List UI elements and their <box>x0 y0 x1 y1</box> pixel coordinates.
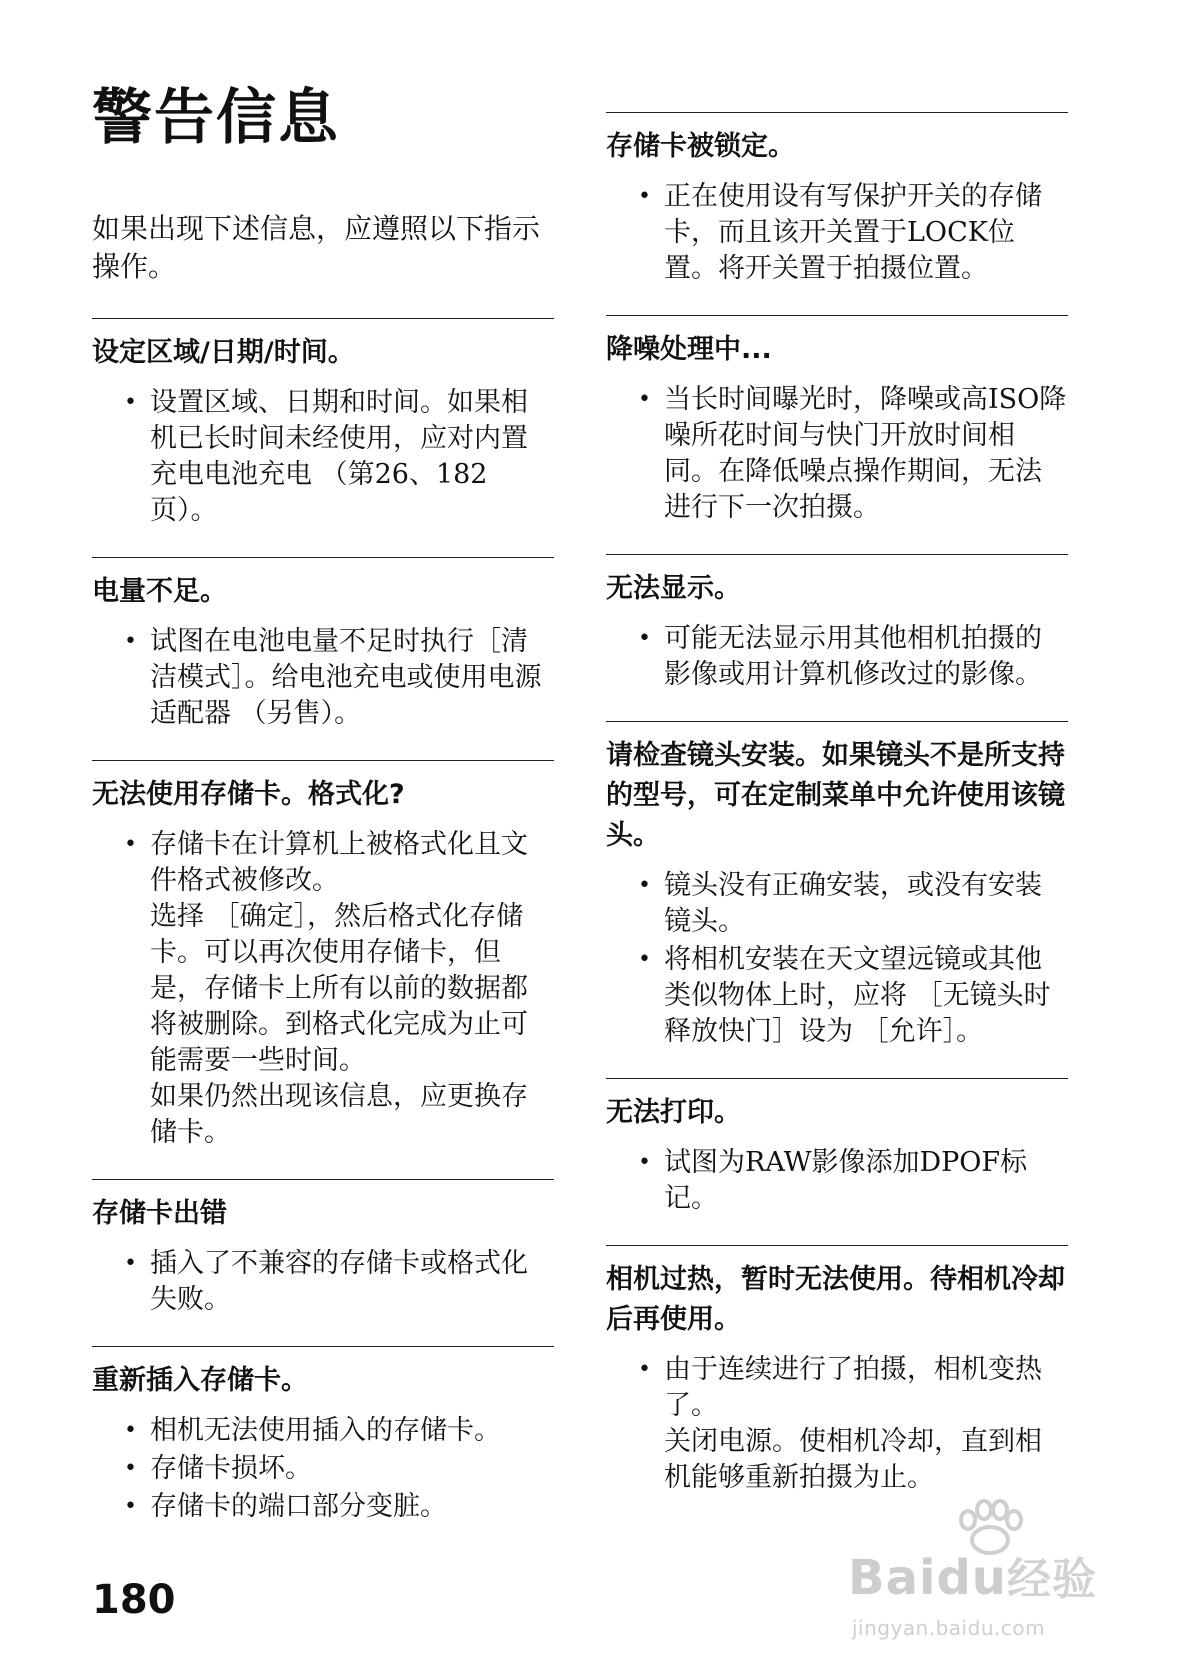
baidu-watermark <box>848 1498 1148 1648</box>
bullet-text: 试图在电池电量不足时执行［清洁模式］。给电池充电或使用电源适配器 （另售）。 <box>150 626 542 729</box>
bullet-list <box>92 1246 554 1318</box>
bullet-list <box>606 382 1068 526</box>
bullet-item <box>92 624 554 732</box>
message-heading: 设定区域/日期/时间。 <box>92 337 355 368</box>
bullet-item <box>606 179 1068 287</box>
message-section <box>606 1245 1068 1496</box>
bullet-dot-icon: • <box>638 1357 651 1382</box>
message-heading: 重新插入存储卡。 <box>92 1365 308 1396</box>
bullet-item <box>606 1145 1068 1217</box>
bullet-text: 设置区域、日期和时间。如果相机已长时间未经使用，应对内置充电电池充电 （第26、182页）。 <box>150 387 528 526</box>
bullet-item <box>92 1246 554 1318</box>
bullet-dot-icon: • <box>638 1150 651 1175</box>
bullet-list <box>92 827 554 1151</box>
message-section <box>606 315 1068 526</box>
bullet-dot-icon: • <box>124 629 137 654</box>
message-section <box>92 557 554 732</box>
bullet-dot-icon: • <box>124 1418 137 1443</box>
message-heading: 请检查镜头安装。如果镜头不是所支持的型号，可在定制菜单中允许使用该镜头。 <box>606 740 1065 851</box>
bullet-item <box>92 1489 554 1525</box>
page-number: 180 <box>92 1577 176 1623</box>
bullet-item <box>92 385 554 529</box>
intro-text: 如果出现下述信息，应遵照以下指示操作。 <box>92 212 541 283</box>
bullet-list <box>92 1413 554 1525</box>
watermark-brand-mid: du <box>936 1550 1007 1606</box>
bullet-text: 将相机安装在天文望远镜或其他类似物体上时，应将 ［无镜头时释放快门］设为 ［允许］。 <box>664 944 1051 1047</box>
message-heading: 相机过热，暂时无法使用。待相机冷却后再使用。 <box>606 1264 1065 1335</box>
bullet-text: 可能无法显示用其他相机拍摄的影像或用计算机修改过的影像。 <box>664 623 1042 690</box>
bullet-text: 正在使用设有写保护开关的存储卡，而且该开关置于LOCK位置。将开关置于拍摄位置。 <box>664 181 1042 284</box>
paw-icon <box>944 1498 1036 1556</box>
bullet-dot-icon: • <box>124 1494 137 1519</box>
bullet-list <box>92 624 554 732</box>
bullet-text: 相机无法使用插入的存储卡。 <box>150 1415 501 1446</box>
message-heading: 电量不足。 <box>92 576 227 607</box>
bullet-extra-text: 关闭电源。使相机冷却，直到相机能够重新拍摄为止。 <box>664 1426 1042 1493</box>
bullet-list <box>92 385 554 529</box>
bullet-text: 插入了不兼容的存储卡或格式化失败。 <box>150 1248 528 1315</box>
bullet-item <box>92 1451 554 1487</box>
right-column <box>606 112 1068 1524</box>
bullet-item <box>606 382 1068 526</box>
message-section <box>92 1346 554 1525</box>
bullet-text: 由于连续进行了拍摄，相机变热了。 <box>664 1354 1042 1421</box>
message-section <box>606 112 1068 287</box>
watermark-brand-sub: 经验 <box>1006 1554 1097 1605</box>
message-heading: 无法显示。 <box>606 573 741 604</box>
bullet-item <box>92 1413 554 1449</box>
message-heading: 存储卡被锁定。 <box>606 131 795 162</box>
message-heading: 无法打印。 <box>606 1097 741 1128</box>
watermark-url: jingyan.baidu.com <box>852 1616 1046 1640</box>
bullet-extra-text: 选择 ［确定］，然后格式化存储卡。可以再次使用存储卡，但是，存储卡上所有以前的数据都将被删除。到格式化完成为止可能需要一些时间。 <box>150 901 528 1076</box>
bullet-list <box>606 179 1068 287</box>
bullet-list <box>606 868 1068 1050</box>
bullet-dot-icon: • <box>638 947 651 972</box>
bullet-text: 试图为RAW影像添加DPOF标记。 <box>664 1147 1028 1214</box>
bullet-text: 镜头没有正确安装，或没有安装镜头。 <box>664 870 1042 937</box>
message-section <box>92 760 554 1151</box>
bullet-dot-icon: • <box>124 390 137 415</box>
page-title: 警告信息 <box>92 83 340 153</box>
bullet-list <box>606 1352 1068 1496</box>
message-section <box>92 1179 554 1318</box>
bullet-dot-icon: • <box>638 387 651 412</box>
bullet-list <box>606 1145 1068 1217</box>
bullet-text: 当长时间曝光时，降噪或高ISO降噪所花时间与快门开放时间相同。在降低噪点操作期间，无法进行下一次拍摄。 <box>664 384 1067 523</box>
bullet-text: 存储卡损坏。 <box>150 1453 312 1484</box>
message-section <box>92 318 554 529</box>
bullet-dot-icon: • <box>638 184 651 209</box>
message-section <box>606 1078 1068 1217</box>
bullet-list <box>606 621 1068 693</box>
bullet-extra-text: 如果仍然出现该信息，应更换存储卡。 <box>150 1081 528 1148</box>
bullet-item <box>92 827 554 1151</box>
bullet-text: 存储卡在计算机上被格式化且文件格式被修改。 <box>150 829 528 896</box>
bullet-item <box>606 868 1068 940</box>
bullet-dot-icon: • <box>124 832 137 857</box>
watermark-brand-main: Bai <box>848 1550 937 1606</box>
left-column <box>92 318 554 1553</box>
message-section <box>606 721 1068 1050</box>
bullet-dot-icon: • <box>124 1456 137 1481</box>
bullet-dot-icon: • <box>638 626 651 651</box>
message-heading: 存储卡出错 <box>92 1198 227 1229</box>
bullet-item <box>606 1352 1068 1496</box>
bullet-dot-icon: • <box>124 1251 137 1276</box>
message-heading: 无法使用存储卡。格式化? <box>92 779 405 810</box>
bullet-item <box>606 942 1068 1050</box>
watermark-brand <box>848 1550 1097 1608</box>
bullet-item <box>606 621 1068 693</box>
message-heading: 降噪处理中... <box>606 334 772 365</box>
message-section <box>606 554 1068 693</box>
bullet-dot-icon: • <box>638 873 651 898</box>
bullet-text: 存储卡的端口部分变脏。 <box>150 1491 447 1522</box>
